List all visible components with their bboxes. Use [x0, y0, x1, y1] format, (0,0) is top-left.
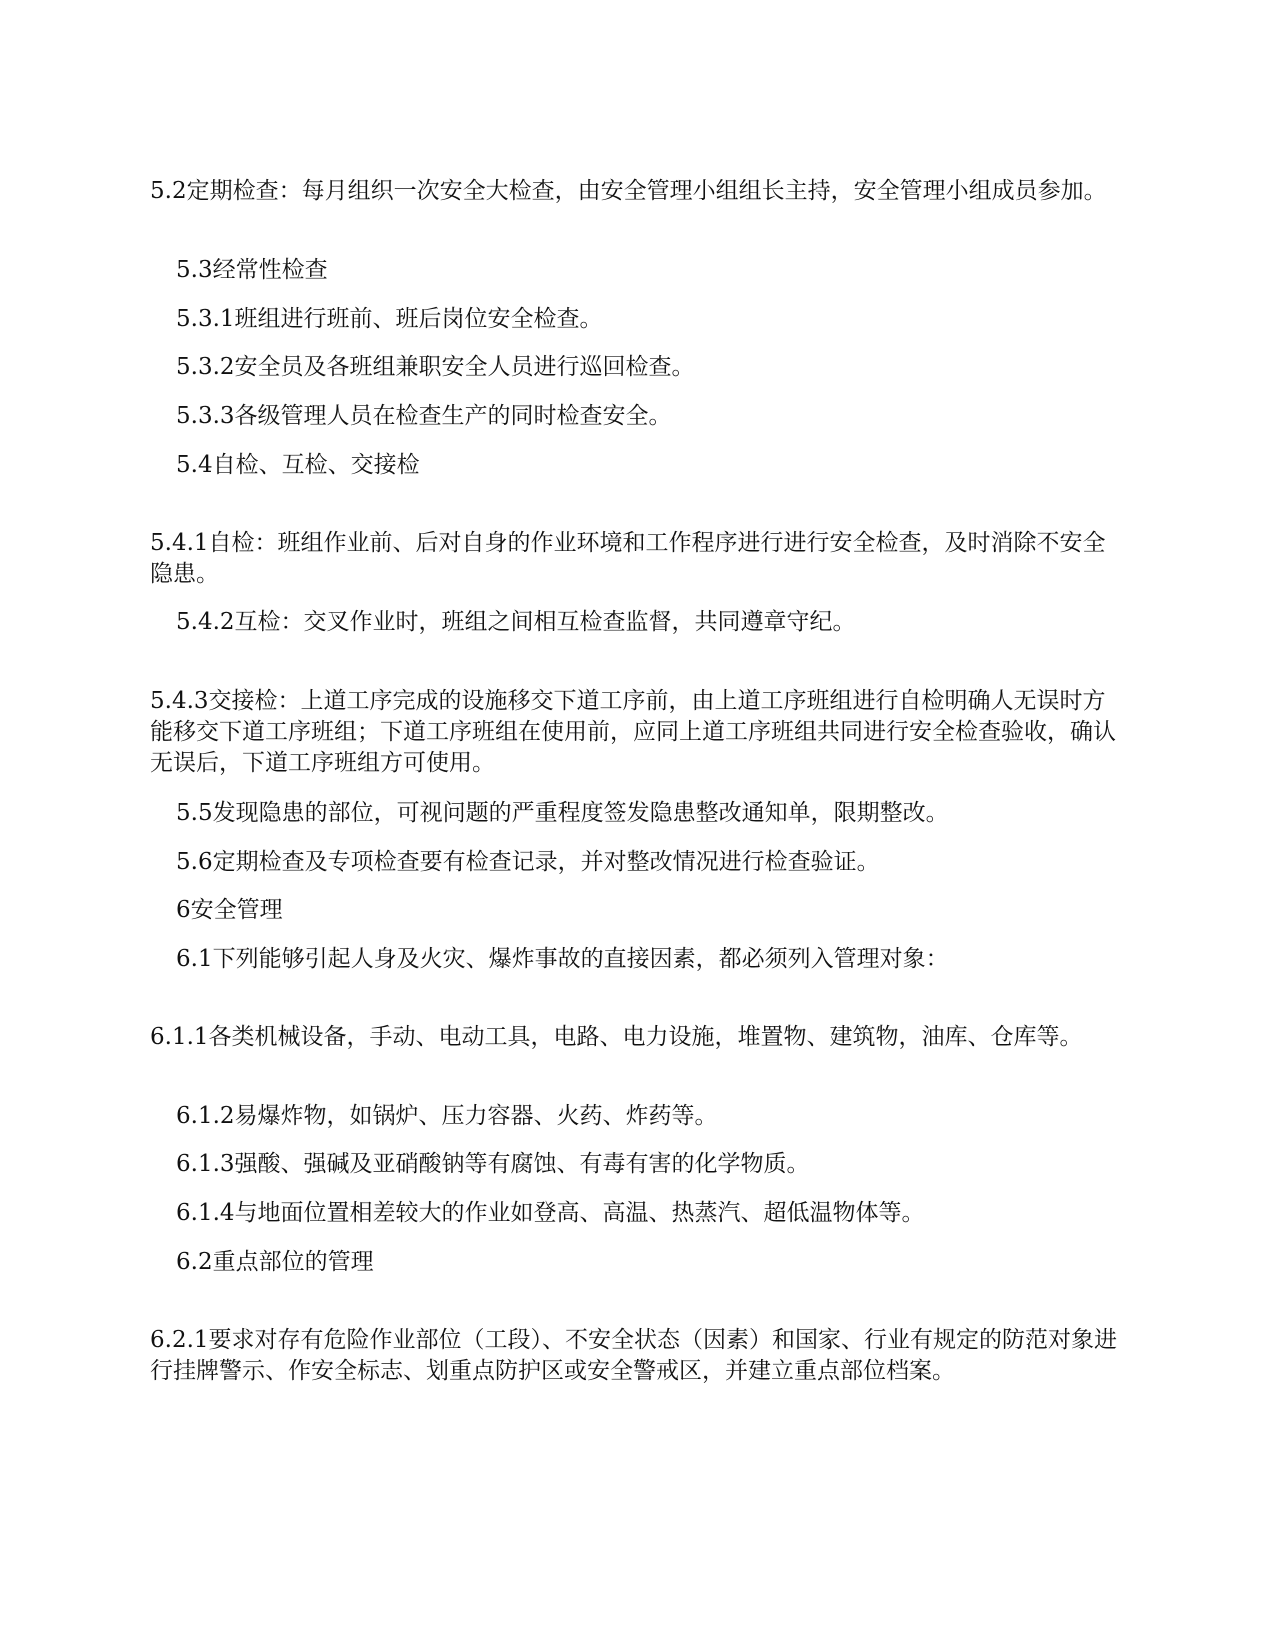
paragraph-6-2-1: 6.2.1要求对存有危险作业部位（工段）、不安全状态（因素）和国家、行业有规定的防范对象进行挂牌警示、作安全标志、划重点防护区或安全警戒区，并建立重点部位档案。	[150, 1327, 1118, 1384]
paragraph-5-4-3: 5.4.3交接检：上道工序完成的设施移交下道工序前，由上道工序班组进行自检明确人无误时方能移交下道工序班组；下道工序班组在使用前，应同上道工序班组共同进行安全检查验收，确认无误后，下道工序班组方可使用。	[150, 688, 1116, 776]
paragraph-6-2: 6.2重点部位的管理	[176, 1249, 374, 1275]
paragraph-6-1-3: 6.1.3强酸、强碱及亚硝酸钠等有腐蚀、有毒有害的化学物质。	[176, 1151, 810, 1177]
paragraph-5-2: 5.2定期检查：每月组织一次安全大检查，由安全管理小组组长主持，安全管理小组成员参加。	[150, 178, 1107, 204]
paragraph-5-3-1: 5.3.1班组进行班前、班后岗位安全检查。	[176, 306, 603, 332]
paragraph-6-1-4: 6.1.4与地面位置相差较大的作业如登高、高温、热蒸汽、超低温物体等。	[176, 1200, 925, 1226]
paragraph-5-6: 5.6定期检查及专项检查要有检查记录，并对整改情况进行检查验证。	[176, 849, 880, 875]
paragraph-5-3-3: 5.3.3各级管理人员在检查生产的同时检查安全。	[176, 403, 672, 429]
paragraph-6-1-2: 6.1.2易爆炸物，如锅炉、压力容器、火药、炸药等。	[176, 1103, 718, 1129]
paragraph-6-1-1: 6.1.1各类机械设备，手动、电动工具，电路、电力设施，堆置物、建筑物，油库、仓库等。	[150, 1024, 1083, 1050]
paragraph-6-1: 6.1下列能够引起人身及火灾、爆炸事故的直接因素，都必须列入管理对象：	[176, 946, 949, 972]
paragraph-5-3-2: 5.3.2安全员及各班组兼职安全人员进行巡回检查。	[176, 354, 695, 380]
paragraph-5-3: 5.3经常性检查	[176, 257, 328, 283]
paragraph-5-4: 5.4自检、互检、交接检	[176, 452, 420, 478]
paragraph-5-5: 5.5发现隐患的部位，可视问题的严重程度签发隐患整改通知单，限期整改。	[176, 800, 949, 826]
paragraph-5-4-2: 5.4.2互检：交叉作业时，班组之间相互检查监督，共同遵章守纪。	[176, 609, 856, 635]
paragraph-5-4-1: 5.4.1自检：班组作业前、后对自身的作业环境和工作程序进行进行安全检查，及时消除不安全隐患。	[150, 530, 1106, 587]
paragraph-6: 6安全管理	[176, 897, 283, 923]
